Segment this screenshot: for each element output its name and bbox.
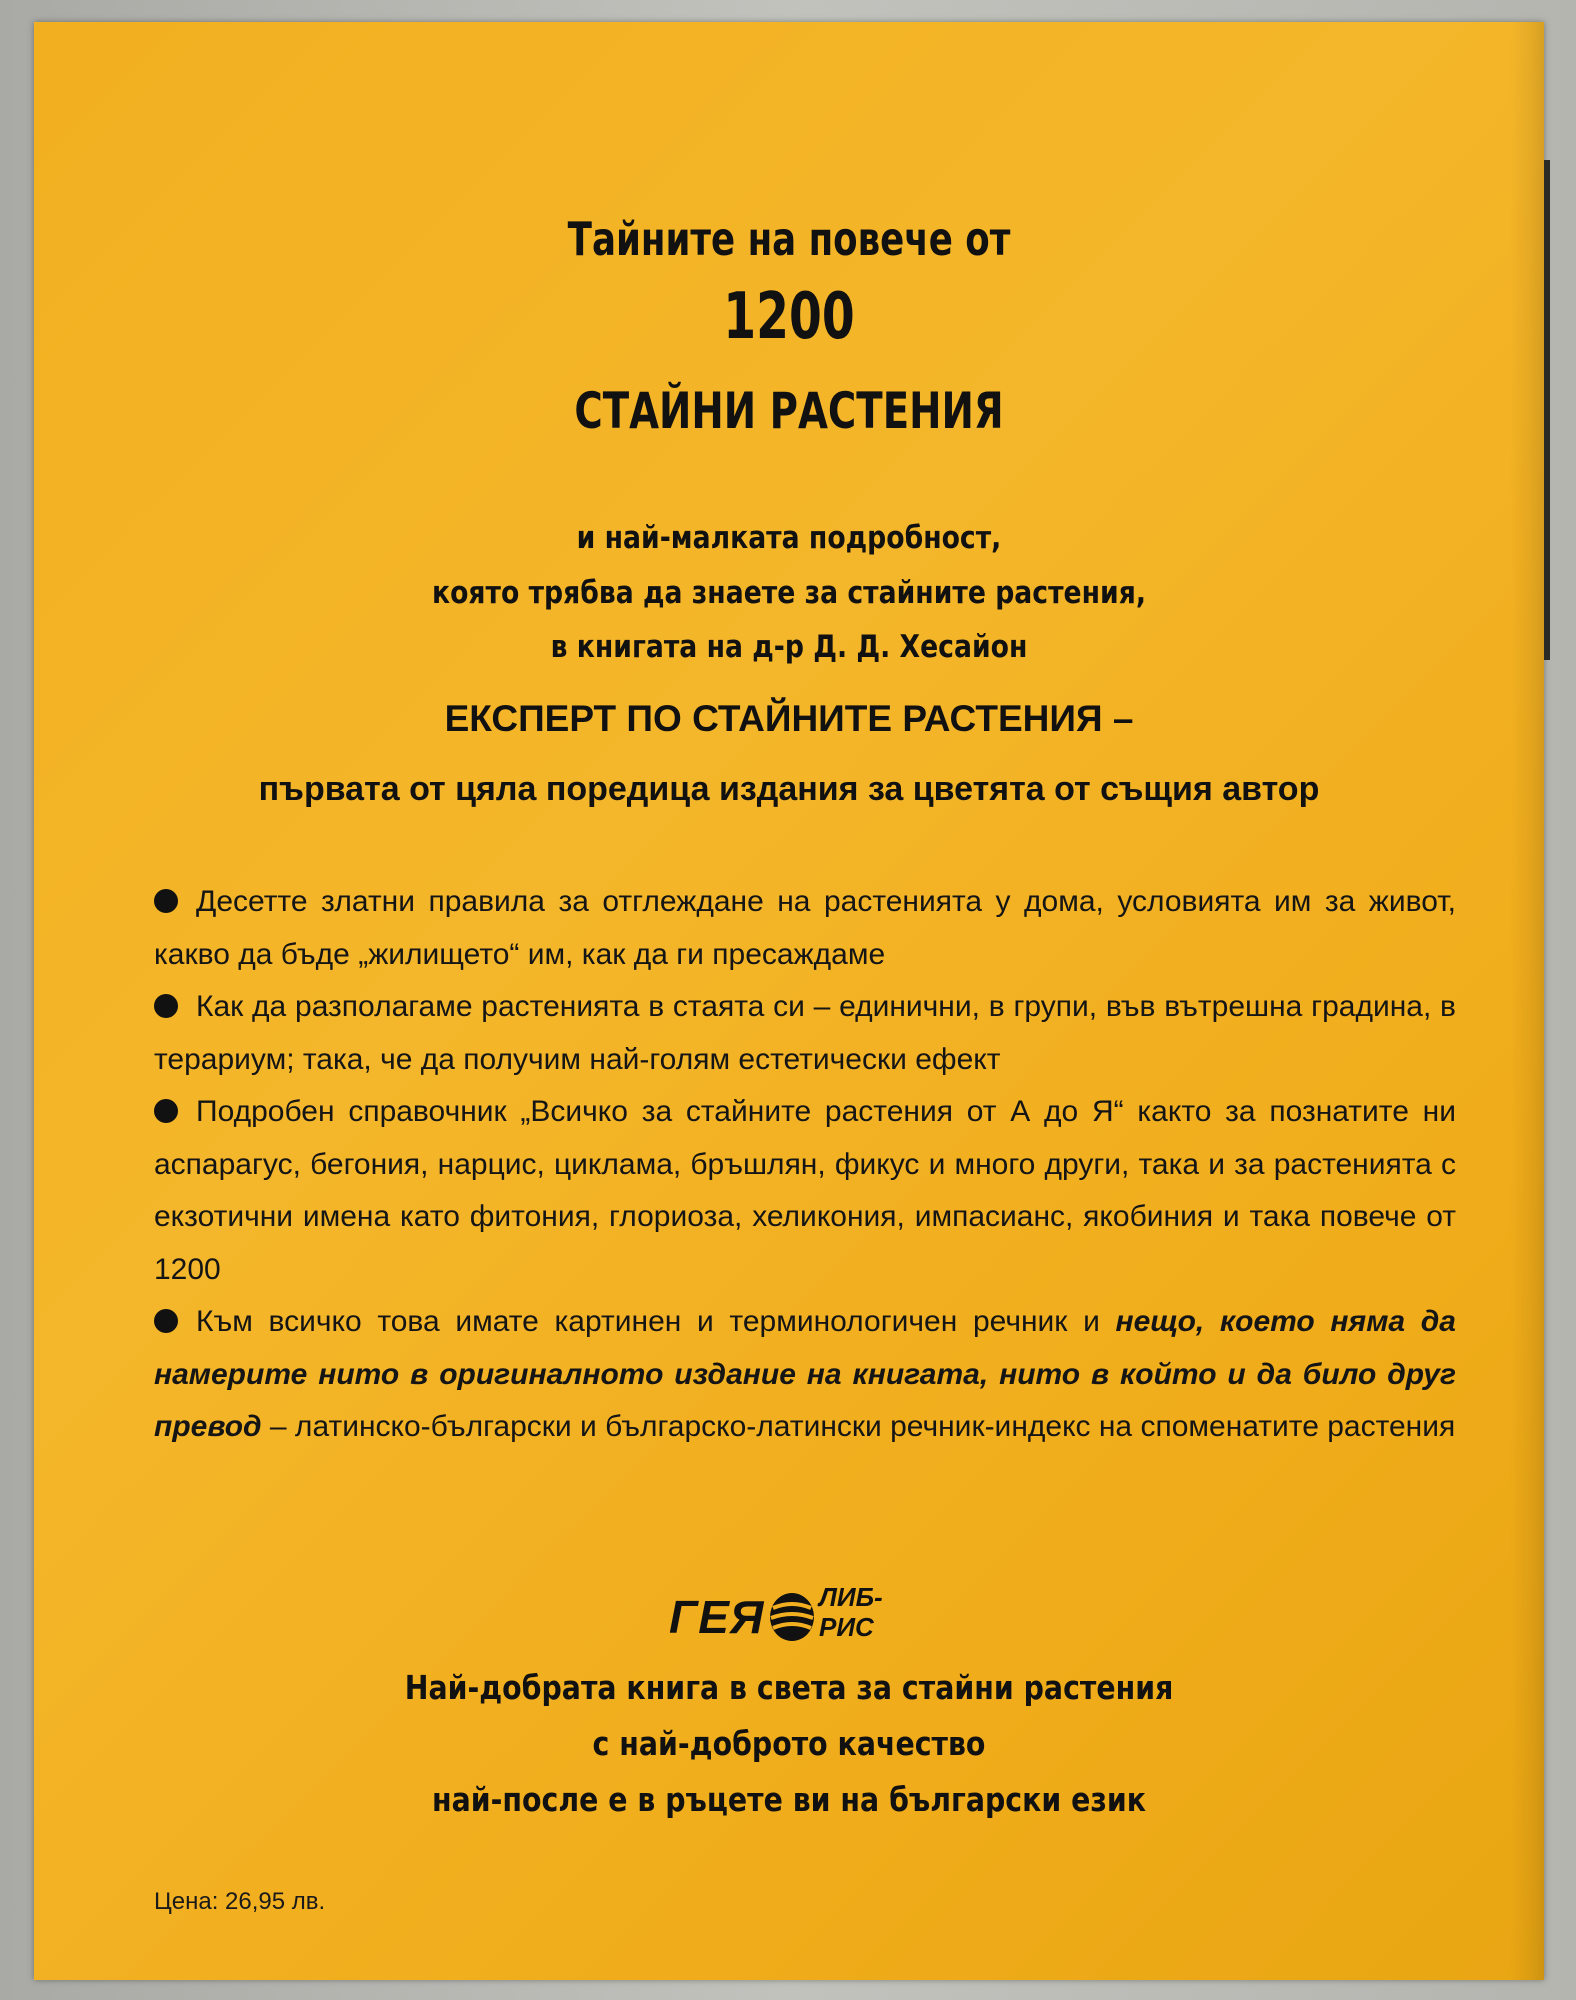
publisher-logo-inner <box>669 1582 909 1652</box>
subheading-line-1: и най-малката подробност, <box>576 520 1002 556</box>
list-item-text: Как да разполагаме растенията в стаята си – единични, в групи, във вътрешна градина, в терариум; така, че да получим най-голям естетически ефект <box>154 990 1456 1076</box>
list-item <box>154 1086 1456 1296</box>
tagline-line-1: Най-добрата книга в света за стайни растения <box>404 1668 1174 1707</box>
background-object-edge <box>1544 160 1550 660</box>
cover-edge-shade <box>1510 22 1544 1980</box>
publisher-logo <box>34 1582 1544 1652</box>
heading-line-1: Тайните на повече от <box>567 212 1011 266</box>
list-item-text: Към всичко това имате картинен и терминологичен речник и <box>196 1305 1116 1338</box>
list-item <box>154 981 1456 1086</box>
book-back-cover <box>34 22 1544 1980</box>
list-item-emphasis: нещо, което няма да намерите нито в оригиналното издание на книгата, нито в който и да било друг превод <box>154 1305 1456 1443</box>
bullet-icon <box>154 1099 178 1123</box>
expert-title: ЕКСПЕРТ ПО СТАЙНИТЕ РАСТЕНИЯ – <box>444 698 1134 739</box>
list-item <box>154 876 1456 981</box>
subheading-line-2: която трябва да знаете за стайните растения, <box>432 575 1146 611</box>
list-item <box>154 1296 1456 1454</box>
price-label: Цена: 26,95 лв. <box>154 1888 326 1915</box>
bullet-icon <box>154 994 178 1018</box>
heading-number: 1200 <box>723 280 855 354</box>
bullet-icon <box>154 889 178 913</box>
series-note: първата от цяла поредица издания за цветята от същия автор <box>258 770 1320 808</box>
subheading-line-3: в книгата на д-р Д. Д. Хесайон <box>550 629 1028 665</box>
logo-ris-text: РИС <box>819 1612 874 1642</box>
logo-lib-text: ЛИБ- <box>819 1582 883 1612</box>
bullet-icon <box>154 1309 178 1333</box>
logo-gea-text: ГЕЯ <box>669 1591 765 1643</box>
globe-icon <box>767 1590 817 1644</box>
list-item-text: Десетте златни правила за отглеждане на растенията у дома, условията им за живот, какво да бъде „жилището“ им, как да ги пресаждаме <box>154 885 1456 971</box>
tagline-line-3: най-после е в ръцете ви на български език <box>431 1780 1147 1819</box>
tagline-line-2: с най-доброто качество <box>592 1724 986 1763</box>
list-item-text: – латинско-български и българско-латински речник-индекс на споменатите растения <box>261 1410 1456 1443</box>
feature-list <box>154 876 1456 1454</box>
list-item-text: Подробен справочник „Всичко за стайните растения от А до Я“ както за познатите ни аспарагус, бегония, нарцис, цикламa, бръшлян, фикус и много други, така и за растенията с екзотични имена като фитония, глориоза, хеликония, импасианс, якобиния и така повече от 1200 <box>154 1095 1456 1286</box>
heading-line-3: СТАЙНИ РАСТЕНИЯ <box>574 382 1004 440</box>
